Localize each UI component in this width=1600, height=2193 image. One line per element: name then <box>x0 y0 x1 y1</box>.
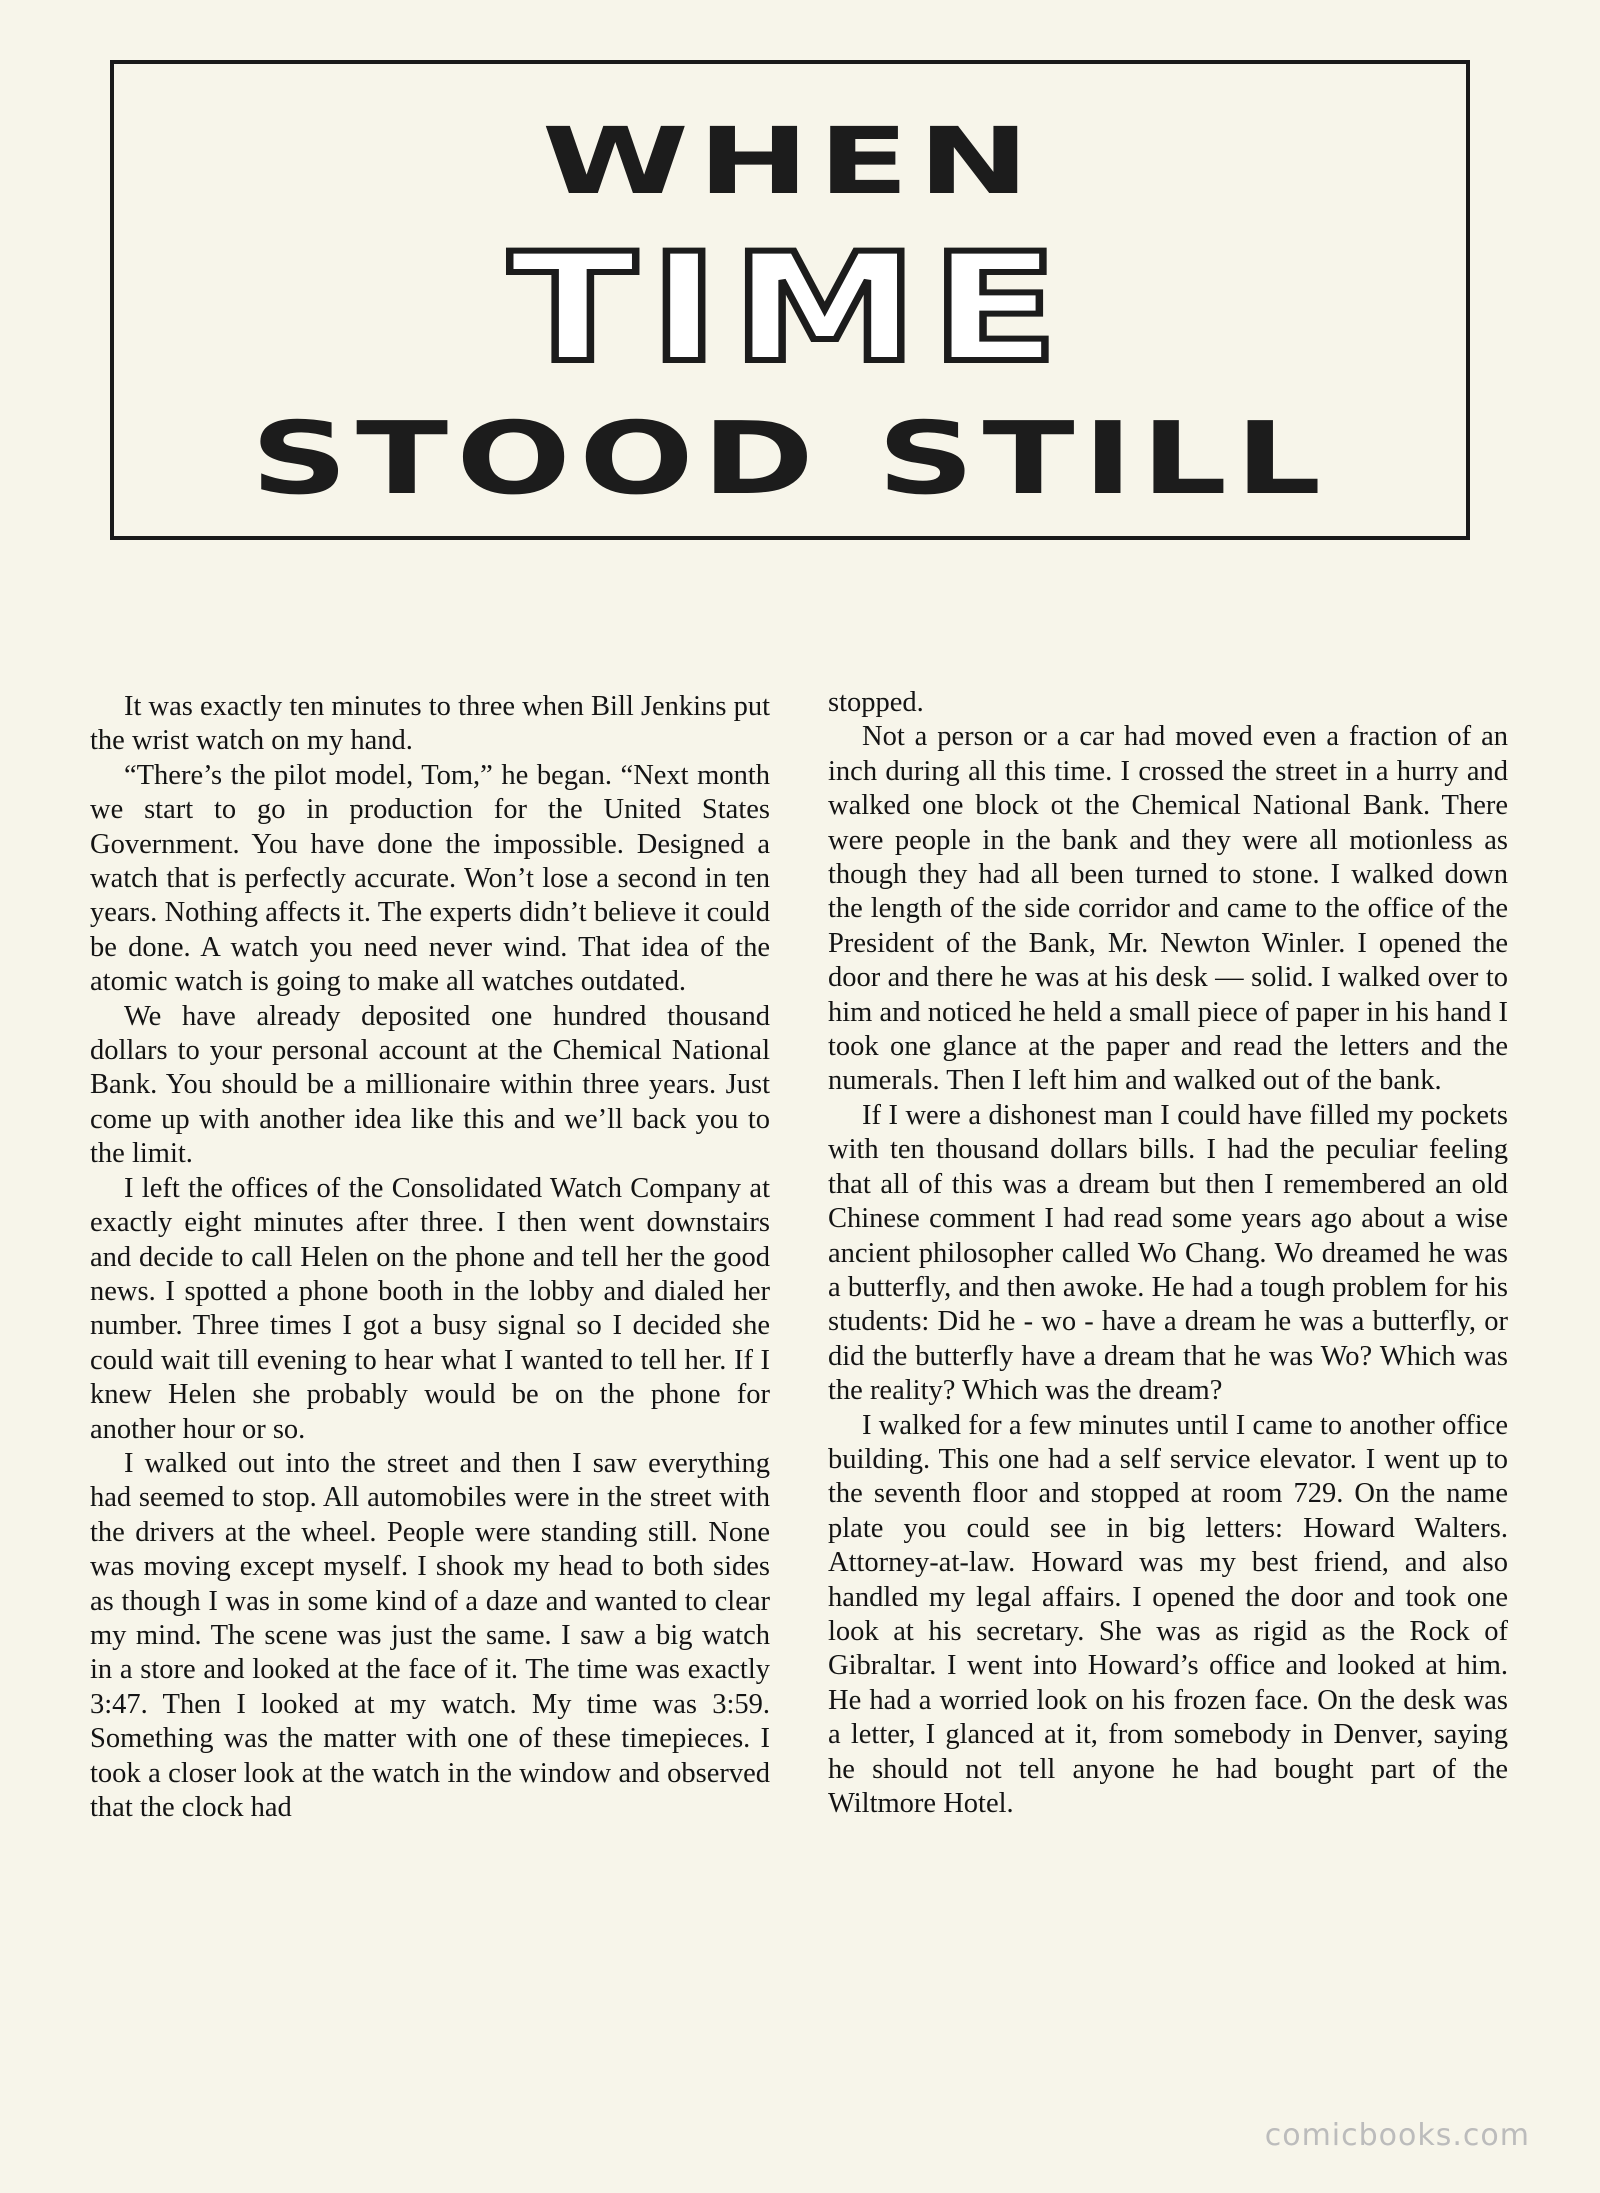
watermark: comicbooks.com <box>1264 2118 1530 2153</box>
title-stood-still: STOOD STILL <box>250 400 1330 517</box>
paragraph: I walked out into the street and then I saw everything had seemed to stop. All automobiles were in the street with the drivers at the wheel. People were standing still. None was moving except myself. I shook my head to both sides as though I was in some kind of a daze and wanted to clear my mind. The scene was just the same. I saw a big watch in a store and looked at the face of it. The time was exactly 3:47. Then I looked at my watch. My time was 3:59. Something was the matter with one of these timepieces. I took a closer look at the watch in the window and observed that the clock had <box>90 1447 770 1823</box>
paragraph: We have already deposited one hundred thousand dollars to your personal account at the Chemical National Bank. You should be a millionaire within three years. Just come up with another idea like this and we’ll back you to the limit. <box>90 1000 770 1170</box>
story-left-column <box>90 690 770 1825</box>
story-right-column <box>828 686 1508 1821</box>
paragraph: stopped. <box>828 687 924 718</box>
title-box <box>110 60 1470 540</box>
paragraph: If I were a dishonest man I could have filled my pockets with ten thousand dollars bills. I had the peculiar feeling that all of this was a dream but then I remembered an old Chinese comment I had read some years ago about a wise ancient philosopher called Wo Chang. Wo dreamed he was a butterfly, and then awoke. He had a tough problem for his students: Did he - wo - have a dream he was a butterfly, or did the butterfly have a dream that he was Wo? Which was the reality? Which was the dream? <box>828 1099 1508 1407</box>
title-time: TIME <box>508 222 1072 396</box>
title-when: WHEN <box>541 108 1039 215</box>
paragraph: Not a person or a car had moved even a fraction of an inch during all this time. I crossed the street in a hurry and walked one block ot the Chemical National Bank. There were people in the bank and they were all motionless as though they had all been turned to stone. I walked down the length of the side corridor and came to the office of the President of the Bank, Mr. Newton Winler. I opened the door and there he was at his desk — solid. I walked over to him and noticed he held a small piece of paper in his hand I took one glance at the paper and read the letters and the numerals. Then I left him and walked out of the bank. <box>828 721 1508 1097</box>
paragraph: I walked for a few minutes until I came to another office building. This one had a self service elevator. I went up to the seventh floor and stopped at room 729. On the name plate you could see in big letters: Howard Walters. Attorney-at-law. Howard was my best friend, and also handled my legal affairs. I opened the door and took one look at his secretary. She was as rigid as the Rock of Gibraltar. I went into Howard’s office and looked at him. He had a worried look on his frozen face. On the desk was a letter, I glanced at it, from somebody in Denver, saying he should not tell anyone he had bought part of the Wiltmore Hotel. <box>828 1409 1508 1819</box>
paragraph: “There’s the pilot model, Tom,” he began. “Next month we start to go in production for the United States Government. You have done the impossible. Designed a watch that is perfectly accurate. Won’t lose a second in ten years. Nothing affects it. The experts didn’t believe it could be done. A watch you need never wind. That idea of the atomic watch is going to make all watches outdated. <box>90 759 770 998</box>
paragraph: It was exactly ten minutes to three when Bill Jenkins put the wrist watch on my hand. <box>90 691 770 757</box>
paragraph: I left the offices of the Consolidated Watch Company at exactly eight minutes after three. I then went downstairs and decide to call Helen on the phone and tell her the good news. I spotted a phone booth in the lobby and dialed her number. Three times I got a busy signal so I decided she could wait till evening to hear what I wanted to tell her. If I knew Helen she probably would be on the phone for another hour or so. <box>90 1172 770 1445</box>
